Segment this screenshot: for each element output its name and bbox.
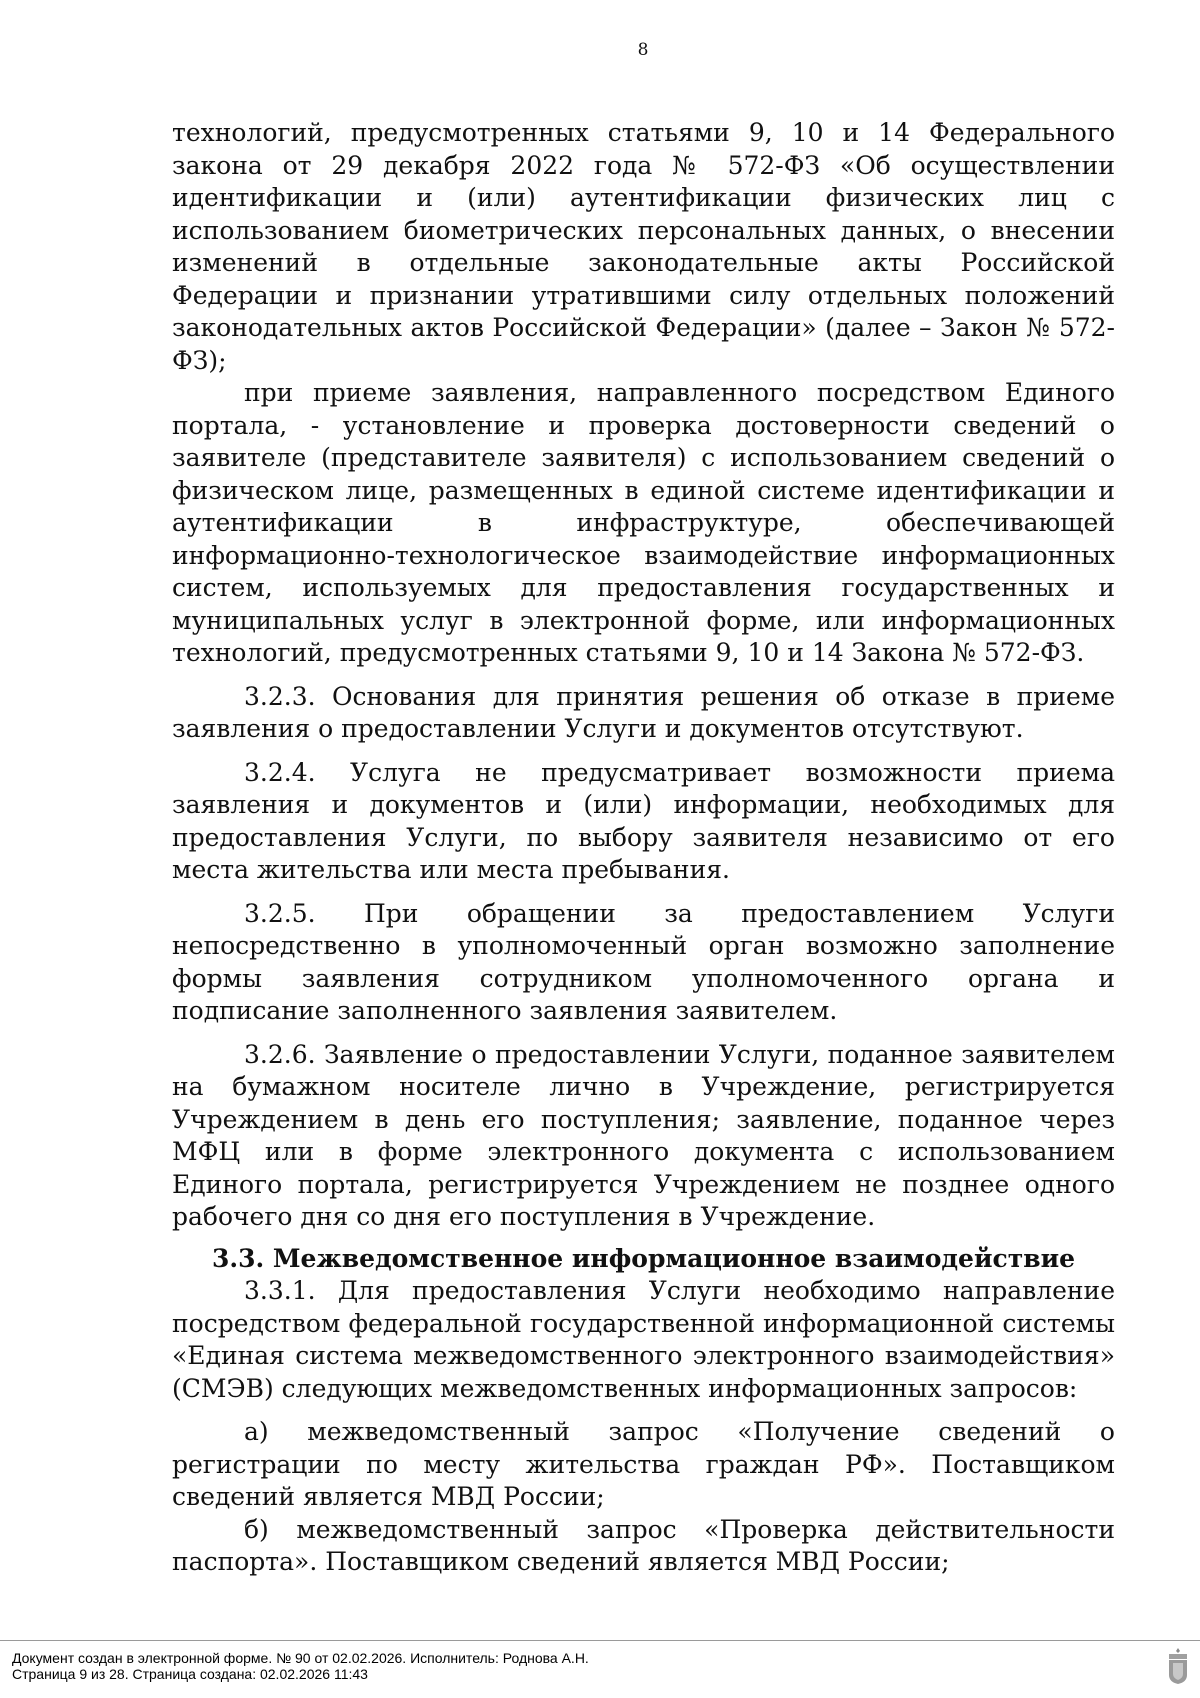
footer-line-2: Страница 9 из 28. Страница создана: 02.02.2026 11:43	[12, 1666, 368, 1682]
paragraph: при приеме заявления, направленного посредством Единого портала, - установление и проверка достоверности сведений о заявителе (представителе заявителя) с использованием сведений о физическом лице, размещенных в единой системе идентификации и аутентификации в инфраструктуре, обеспечивающей информационно-технологическое взаимодействие информационных систем, используемых для предоставления государственных и муниципальных услуг в электронной форме, или информационных технологий, предусмотренных статьями 9, 10 и 14 Закона № 572-ФЗ.	[172, 378, 1115, 667]
paragraph: 3.2.4. Услуга не предусматривает возможности приема заявления и документов и (или) информации, необходимых для предоставления Услуги, по выбору заявителя независимо от его места жительства или места пребывания.	[172, 757, 1115, 884]
footer-text	[12, 1650, 589, 1682]
paragraph: 3.3.1. Для предоставления Услуги необходимо направление посредством федеральной государственной информационной системы «Единая система межведомственного электронного взаимодействия» (СМЭВ) следующих межведомственных информационных запросов:	[172, 1276, 1115, 1403]
paragraph: а) межведомственный запрос «Получение сведений о регистрации по месту жительства граждан РФ». Поставщиком сведений является МВД России;	[172, 1417, 1115, 1511]
paragraph: 3.2.3. Основания для принятия решения об отказе в приеме заявления о предоставлении Услуги и документов отсутствуют.	[172, 681, 1115, 743]
paragraph: б) межведомственный запрос «Проверка действительности паспорта». Поставщиком сведений является МВД России;	[172, 1514, 1115, 1576]
document-body	[172, 117, 1115, 1579]
paragraph: 3.2.5. При обращении за предоставлением Услуги непосредственно в уполномоченный орган возможно заполнение формы заявления сотрудником уполномоченного органа и подписание заполненного заявления заявителем.	[172, 898, 1115, 1025]
footer-line-1: Документ создан в электронной форме. № 90 от 02.02.2026. Исполнитель: Роднова А.Н.	[12, 1650, 589, 1666]
page-number: 8	[637, 40, 649, 60]
emblem-icon	[1166, 1647, 1190, 1685]
paragraph: технологий, предусмотренных статьями 9, 10 и 14 Федерального закона от 29 декабря 2022 года № 572-ФЗ «Об осуществлении идентификации и (или) аутентификации физических лиц с использованием биометрических персональных данных, о внесении изменений в отдельные законодательные акты Российской Федерации и признании утратившими силу отдельных положений законодательных актов Российской Федерации» (далее – Закон № 572-ФЗ);	[172, 118, 1115, 375]
footer	[0, 1640, 1200, 1682]
section-heading: 3.3. Межведомственное информационное взаимодействие	[211, 1243, 1076, 1273]
paragraph: 3.2.6. Заявление о предоставлении Услуги, поданное заявителем на бумажном носителе лично в Учреждение, регистрируется Учреждением в день его поступления; заявление, поданное через МФЦ или в форме электронного документа с использованием Единого портала, регистрируется Учреждением не позднее одного рабочего дня со дня его поступления в Учреждение.	[172, 1039, 1115, 1231]
